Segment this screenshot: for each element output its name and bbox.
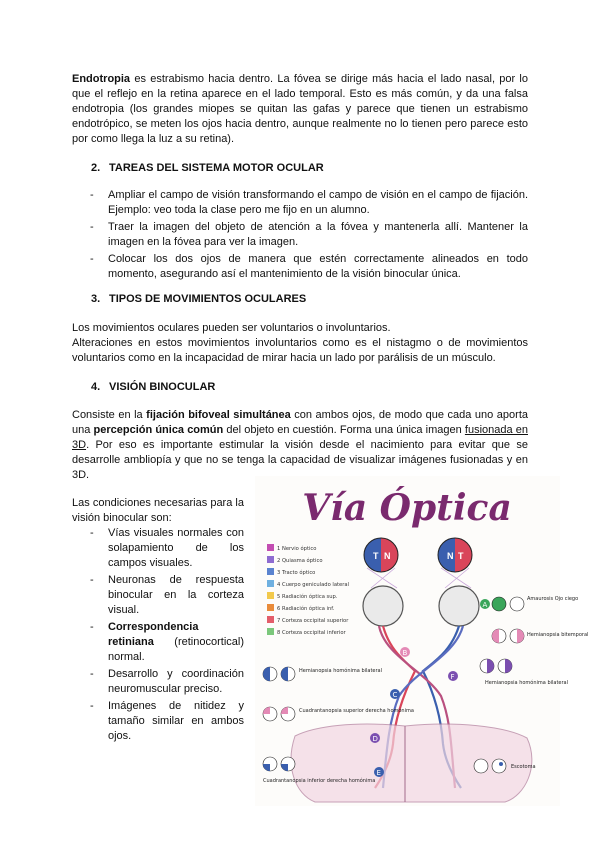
defect-fill — [263, 707, 270, 714]
marker-c-text: C — [392, 691, 398, 699]
endotropia-term: Endotropia — [72, 73, 131, 85]
underlined-fusionada: fusionada en 3D — [72, 424, 528, 451]
section-2-heading — [91, 162, 324, 174]
section-4-number: 4. — [91, 381, 101, 393]
marker-e-text: E — [376, 769, 381, 777]
defect-fill — [487, 659, 494, 673]
temporal-letter: T — [373, 551, 379, 561]
defect-icon — [474, 759, 488, 773]
conditions-list — [90, 526, 244, 746]
defect-fill — [281, 707, 288, 714]
defect-icon — [510, 597, 524, 611]
homonima-label: Hemianopsia homónima bilateral — [299, 668, 383, 674]
conditions-intro: Las condiciones necesarias para la visión binocular son: — [72, 497, 244, 524]
cuadrant-sup-label: Cuadrantanopsia superior derecha homónima — [299, 708, 414, 714]
legend-item: 5 Radiación óptica sup. — [277, 594, 338, 600]
correspondence-bold: Correspondencia retiniana — [108, 621, 199, 648]
section-3-title: TIPOS DE MOVIMIENTOS OCULARES — [109, 293, 307, 305]
optic-pathway-diagram — [255, 476, 589, 806]
legend-item: 4 Cuerpo geniculado lateral — [277, 582, 349, 588]
bitemporal-label: Hemianopsia bitemporal — [527, 632, 589, 638]
escotoma-label: Escotoma — [511, 764, 536, 770]
defect-fill — [263, 764, 270, 771]
legend-swatch — [267, 544, 274, 551]
marker-f-text: F — [450, 673, 455, 681]
defect-fill — [492, 629, 499, 643]
text-run: (retinocortical) — [153, 636, 244, 648]
legend-item: 2 Quiasma óptico — [277, 558, 323, 564]
list-item: - Colocar los dos ojos de manera que estén correctamente alineados en todo momento, asegurando así el mantenimiento de la visión binocular única. — [90, 252, 528, 282]
list-item: - Imágenes de nitidez y tamaño similar en ambos ojos. — [90, 699, 244, 744]
legend-swatch — [267, 580, 274, 587]
legend-swatch — [267, 604, 274, 611]
left-eye-field — [364, 538, 398, 572]
nasal-letter: N — [447, 551, 454, 561]
legend-swatch — [267, 568, 274, 575]
section-2-title: TAREAS DEL SISTEMA MOTOR OCULAR — [109, 162, 324, 174]
bold-perception: percepción única común — [93, 424, 224, 436]
marker-b-text: B — [402, 649, 408, 657]
defect-fill — [281, 764, 288, 771]
legend-item: 8 Corteza occipital inferior — [277, 630, 346, 636]
list-item: - Ampliar el campo de visión transformando el campo de visión en el campo de fijación. Ejemplo: veo toda la clase pero me fijo en un alumno. — [90, 188, 528, 218]
left-eyeball — [363, 586, 403, 626]
list-item: - Vías visuales normales con solapamiento de los campos visuales. — [90, 526, 244, 571]
text-run: con ambos ojos, de modo que cada uno aporta una — [72, 409, 528, 436]
text-run: normal. — [108, 651, 145, 663]
temporal-letter: T — [458, 551, 464, 561]
defect-fill — [281, 667, 288, 681]
legend-item: 3 Tracto óptico — [277, 570, 316, 576]
section-2-number: 2. — [91, 162, 101, 174]
legend-swatch — [267, 628, 274, 635]
defect-icon — [492, 759, 506, 773]
nasal-letter: N — [384, 551, 391, 561]
diagram-legend — [267, 544, 349, 636]
section-3-number: 3. — [91, 293, 101, 305]
section-4-heading — [91, 381, 215, 393]
defect-fill — [517, 629, 524, 643]
right-eyeball — [439, 586, 479, 626]
text-run: Consiste en la — [72, 409, 147, 421]
bold-bifoveal: fijación bifoveal simultánea — [146, 409, 291, 421]
marker-a-text: A — [482, 601, 488, 609]
endotropia-text: es estrabismo hacia dentro. La fóvea se dirige más hacia el lado nasal, por lo que el reflejo en la retina aparece en el lado temporal. Esto es más común, y da una falsa endotropia (los grandes miopes se quitan las gafas y parece que tienen un estrabismo endotrópico, se meten los ojos hacia dentro, aunque realmente no lo tienen pero parece esto por como llega la luz a su retina). — [72, 73, 528, 145]
defect-fill — [263, 667, 270, 681]
section-3-line1: Los movimientos oculares pueden ser voluntarios o involuntarios. — [72, 322, 391, 334]
list-item — [90, 620, 244, 665]
right-eye-field — [438, 538, 472, 572]
cuadrant-inf-label: Cuadrantanopsia inferior derecha homónima — [263, 778, 376, 784]
legend-item: 1 Nervio óptico — [277, 546, 317, 552]
legend-swatch — [267, 616, 274, 623]
scotoma-dot — [499, 762, 503, 766]
legend-item: 6 Radiación óptica inf. — [277, 606, 335, 612]
defect-fill — [505, 659, 512, 673]
section-3-heading — [91, 293, 306, 305]
text-run: del objeto en cuestión. Forma una única imagen — [223, 424, 465, 436]
diagram-title: Vía Óptica — [302, 487, 512, 529]
amaurosis-label: Amaurosis Ojo ciego — [527, 596, 579, 602]
list-item: - Traer la imagen del objeto de atención a la fóvea y mantenerla allí. Mantener la imagen en la fóvea para ver la imagen. — [90, 220, 528, 250]
legend-swatch — [267, 556, 274, 563]
homonima-right-label: Hemianopsia homónima bilateral — [485, 680, 569, 686]
list-item: - Neuronas de respuesta binocular en la corteza visual. — [90, 573, 244, 618]
endotropia-paragraph — [72, 72, 528, 147]
marker-d-text: D — [372, 735, 378, 743]
binocular-paragraph — [72, 408, 528, 483]
section-3-line2: Alteraciones en estos movimientos involuntarios como es el nistagmo o de movimientos voluntarios como en la incapacidad de mirar hacia un lado por parálisis de un músculo. — [72, 337, 528, 364]
legend-item: 7 Corteza occipital superior — [277, 618, 349, 624]
section-4-title: VISIÓN BINOCULAR — [109, 381, 216, 393]
optic-pathway-svg — [255, 476, 589, 806]
text-run: . Por eso es importante estimular la visión desde el nacimiento para evitar que se desarrolle ambliopía y que no se tenga la capacidad de visualizar imágenes fusionadas y en 3D. — [72, 439, 528, 481]
list-item: - Desarrollo y coordinación neuromuscular preciso. — [90, 667, 244, 697]
legend-swatch — [267, 592, 274, 599]
defect-icon — [492, 597, 506, 611]
section-2-list — [90, 188, 528, 284]
